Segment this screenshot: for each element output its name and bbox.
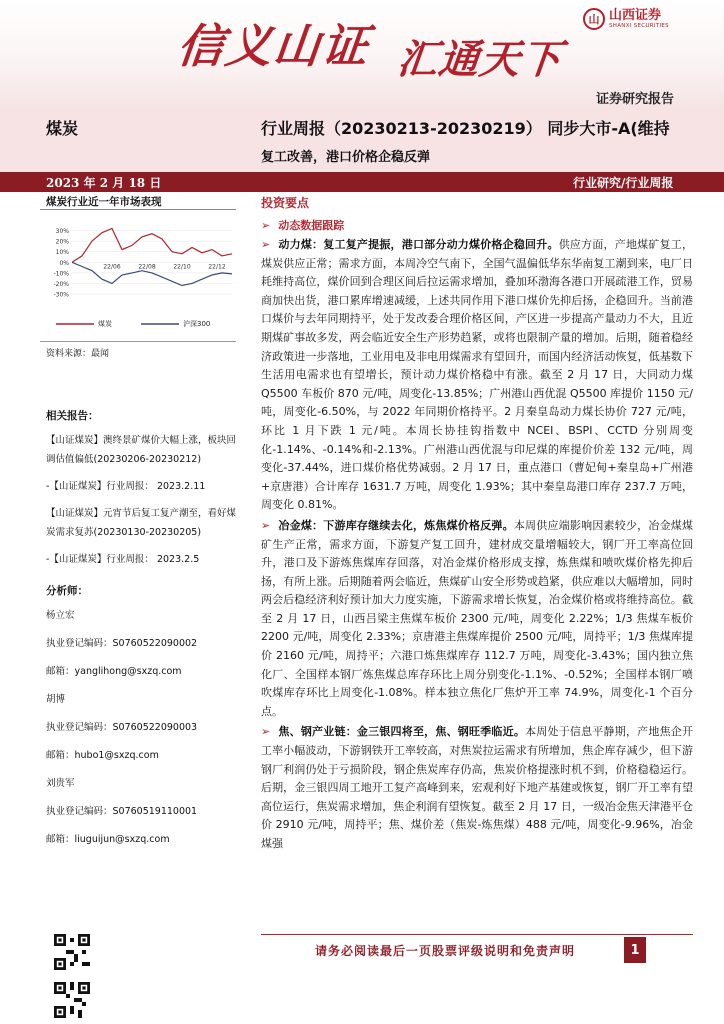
logo-cn: 山西证券 bbox=[609, 8, 662, 23]
chart-title: 煤炭行业近一年市场表现 bbox=[46, 196, 162, 208]
paragraph-lead: 冶金煤：下游库存继续去化，炼焦煤价格反弹。 bbox=[278, 518, 514, 532]
paragraph-text: 供应方面，产地煤矿复工，煤炭供应正常；需求方面，本周冷空气南下，全国气温偏低华东华南复工潮到来，电厂日耗维持高位，煤价回到合理区间后拉运需求增加，叠加环渤海各港口开展疏港工作，贸易商加快出货，港口累库增速减缓，上述共同作用下港口煤价先抑后扬，企稳回升。当前港口煤价与去年同期持平，处于发改委合理价格区间，产区进一步提高产量动力不大，且近期煤矿事故多发，两会临近安全生产形势趋紧，或将也限制产量的增加。后期，随着稳经济政策进一步落地，工业用电及非电用煤需求有望回升，而国内经济活动恢复，低基数下生活用电需求也有望增长，预计动力煤价格稳中有涨。截至 2 月 17 日，大同动力煤 Q5500 车板价 870 元/吨，周变化-13.85%；广州港山西优混 Q5500 库提价 1150 元/吨，周变化-6.50%，与 2022 年同期价格持平。2 月秦皇岛动力煤长协价 727 元/吨，环比 1 月下跌 1 元/吨。本周长协挂钩指数中 NCEI、BSPI、CCTD 分别周变化-1.14%、-0.14%和-2.13%。广州港山西优混与印尼煤的库提价价差 132 元/吨，周变化-37.44%，进口煤价格优势减弱。2 月 17 日，重点港口（曹妃甸+秦皇岛+广州港+京唐港）合计库存 1631.7 万吨，周变化 1.93%；其中秦皇岛港口库存 237.7 万吨，周变化 0.81%。 bbox=[261, 238, 694, 512]
x-tick-label: 22/10 bbox=[173, 263, 191, 271]
y-tick-label: -20% bbox=[53, 280, 69, 288]
related-item[interactable]: -【山证煤炭】行业周报： 2023.2.11 bbox=[46, 481, 206, 492]
series-line-煤炭 bbox=[72, 229, 232, 263]
report-subtitle: 复工改善，港口价格企稳反弹 bbox=[261, 150, 431, 165]
bullet-arrow-icon: ➢ bbox=[261, 518, 271, 532]
related-item[interactable]: 【山证煤炭】元宵节后复工复产潮至，看好煤炭需求复苏(20230130-20230205) bbox=[46, 508, 237, 538]
y-tick-label: 30% bbox=[55, 228, 69, 236]
report-title: 行业周报（20230213-20230219） 同步大市-A(维持 bbox=[261, 119, 670, 138]
qr-code-icon bbox=[54, 934, 90, 970]
analyst-name: 杨立宏 bbox=[46, 610, 75, 621]
y-tick-label: 0% bbox=[59, 259, 69, 267]
analyst-cert: 执业登记编码：S0760522090003 bbox=[46, 722, 198, 733]
footer-rule bbox=[261, 934, 693, 935]
related-item[interactable]: -【山证煤炭】行业周报： 2023.2.5 bbox=[46, 554, 200, 565]
paragraph-lead: 动力煤：复工复产提振，港口部分动力煤价格企稳回升。 bbox=[278, 238, 559, 251]
x-tick-label: 22/06 bbox=[103, 263, 121, 271]
highlights-heading: 投资要点 bbox=[261, 196, 310, 210]
analysts-block bbox=[46, 583, 236, 858]
x-tick-label: 22/12 bbox=[208, 263, 226, 271]
disclaimer[interactable]: 请务必阅读最后一页股票评级说明和免责声明 bbox=[315, 944, 576, 958]
paragraph-met-coal bbox=[261, 517, 693, 722]
report-category: 行业研究/行业周报 bbox=[573, 176, 674, 190]
x-tick-label: 22/08 bbox=[138, 263, 156, 271]
analyst-name: 刘贵军 bbox=[46, 778, 75, 789]
logo-mark-icon: 山 bbox=[583, 8, 605, 30]
bullet-arrow-icon: ➢ bbox=[261, 219, 271, 232]
bullet-arrow-icon: ➢ bbox=[261, 238, 271, 251]
report-date: 2023 年 2 月 18 日 bbox=[46, 176, 162, 190]
y-tick-label: 20% bbox=[55, 238, 69, 246]
report-type: 证券研究报告 bbox=[596, 92, 675, 107]
analyst-cert: 执业登记编码：S0760519110001 bbox=[46, 806, 198, 817]
paragraph-text: 本周供应端影响因素较少，冶金煤煤矿生产正常，需求方面，下游复产复工回升，建材成交量增幅较大，钢厂开工率高位回升，港口及下游炼焦煤库存回落，对冶金煤价格形成支撑，炼焦煤和喷吹煤价格先抑后扬，有所上涨。后期随着两会临近，焦煤矿山安全形势或趋紧，供应难以大幅增加，同时两会后稳经济利好预计加大力度实施，下游需求增长恢复，冶金煤价格或将维持高位。截至 2 月 17 日，山西吕梁主焦煤车板价 2300 元/吨，周变化 2.22%；1/3 焦煤车板价 2200 元/吨，周变化 2.33%；京唐港主焦煤库提价 2500 元/吨，周持平；1/3 焦煤库提价 2160 元/吨，周持平；六港口炼焦煤库存 112.7 万吨，周变化-3.43%；国内独立焦化厂、全国样本钢厂炼焦煤总库存环比上周分别变化-1.1%、-0.52%；全国样本钢厂喷吹煤库存环比上周变化-1.08%。样本独立焦化厂焦炉开工率 74.9%，周变化-1 个百分点。 bbox=[261, 518, 693, 718]
analyst-name: 胡博 bbox=[46, 694, 66, 705]
source-rule bbox=[40, 341, 236, 342]
analyst-email[interactable]: 邮箱：yanglihong@sxzq.com bbox=[46, 666, 182, 677]
analysts-heading: 分析师： bbox=[46, 585, 88, 597]
y-tick-label: -30% bbox=[53, 291, 69, 299]
chart-source: 资料来源：最闻 bbox=[46, 349, 110, 359]
sector-label: 煤炭 bbox=[46, 119, 79, 138]
paragraph-lead: 焦、钢产业链：金三银四将至，焦、钢旺季临近。 bbox=[278, 725, 526, 739]
analyst-email[interactable]: 邮箱：liuguijun@sxzq.com bbox=[46, 834, 170, 845]
page-number: 1 bbox=[624, 937, 646, 963]
logo-en: SHANXI SECURITIES bbox=[609, 23, 669, 29]
analyst-email[interactable]: 邮箱：hubo1@sxzq.com bbox=[46, 750, 159, 761]
legend-label: 煤炭 bbox=[98, 320, 112, 328]
analyst-cert: 执业登记编码：S0760522090002 bbox=[46, 638, 198, 649]
main-content bbox=[261, 194, 693, 856]
paragraph-coke-steel bbox=[261, 723, 693, 853]
related-reports bbox=[46, 408, 236, 577]
slogan-left: 信义山证 bbox=[174, 19, 373, 73]
performance-chart bbox=[46, 214, 236, 334]
y-tick-label: -10% bbox=[53, 270, 69, 278]
chart-top-rule bbox=[40, 209, 236, 210]
paragraph-text: 本周处于信息平静期，产地焦企开工率小幅波动，下游钢铁开工率较高，对焦炭拉运需求有所增加，焦企库存减少，但下游钢厂利润仍处于亏损阶段，钢企焦炭库存仍高，焦炭价格提涨时机不到，价格稳稳运行。后期，金三银四周工地开工复产高峰到来，宏观利好下地产基建或恢复，钢厂开工率有望高位运行，焦炭需求增加，焦企利润有望恢复。截至 2 月 17 日，一级冶金焦天津港平仓价 2910 元/吨，周持平；焦、煤价差（焦炭-炼焦煤）488 元/吨，周变化-9.96%，冶金煤强 bbox=[261, 725, 694, 850]
paragraph-thermal-coal bbox=[261, 236, 693, 515]
related-item[interactable]: 【山证煤炭】澳终景矿煤价大幅上涨，板块回调估值偏低(20230206-20230212) bbox=[46, 435, 237, 465]
qr-code-icon bbox=[54, 982, 90, 1018]
related-heading: 相关报告： bbox=[46, 410, 99, 422]
company-logo bbox=[583, 8, 669, 30]
bullet-arrow-icon: ➢ bbox=[261, 725, 271, 739]
slogan-right: 汇通天下 bbox=[395, 36, 565, 83]
legend-label: 沪深300 bbox=[183, 320, 211, 328]
y-tick-label: 10% bbox=[55, 249, 69, 257]
subsection-heading: ➢ 动态数据跟踪 bbox=[261, 219, 345, 232]
